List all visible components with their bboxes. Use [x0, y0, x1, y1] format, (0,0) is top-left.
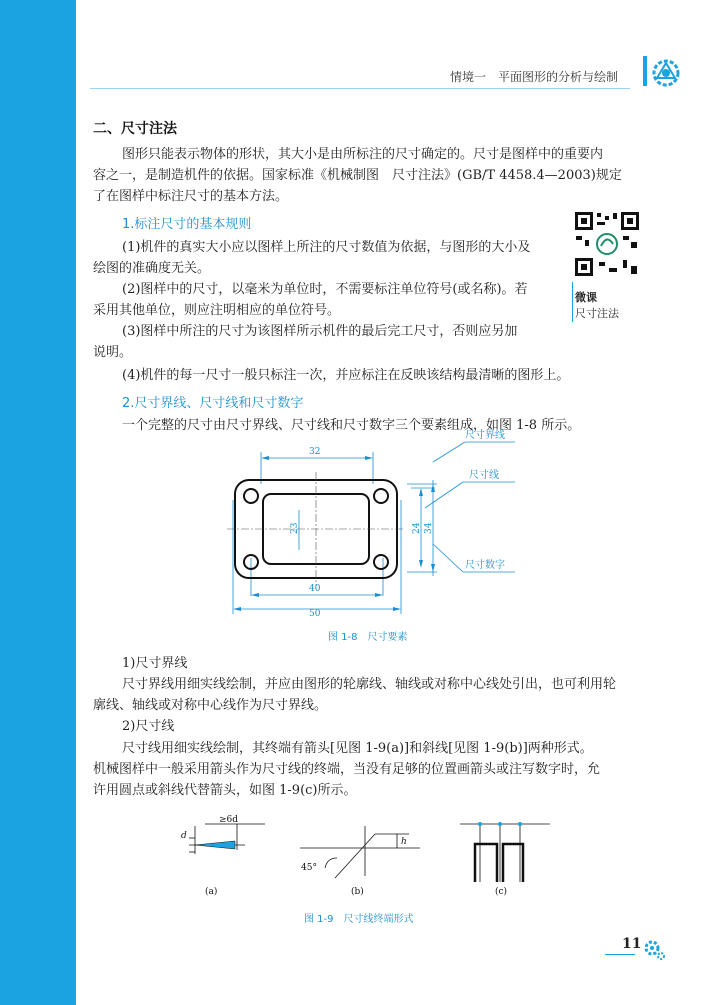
- intro-line-2: 容之一，是制造机件的依据。国家标准《机械制图 尺寸注法》(GB/T 4458.4—2003)规定: [93, 168, 622, 183]
- rule-line-2: 绘图的准确度无关。: [93, 261, 211, 276]
- rule-line-5: (3)图样中所注的尺寸为该图样所示机件的最后完工尺寸，否则应另加: [122, 324, 518, 339]
- ext-line-para-2: 廓线、轴线或对称中心线作为尺寸界线。: [93, 698, 328, 713]
- dim-24: 24: [412, 522, 422, 534]
- figure-1-9-caption: 图 1-9 尺寸线终端形式: [304, 914, 414, 925]
- running-header: [420, 64, 650, 86]
- hole-br: [374, 555, 388, 569]
- rule-line-7: (4)机件的每一尺寸一般只标注一次，并应标注在反映该结构最清晰的图形上。: [122, 368, 570, 383]
- dim-line-para-2: 机械图样中一般采用箭头作为尺寸线的终端，当没有足够的位置画箭头或注写数字时，允: [93, 762, 601, 777]
- dim-line-para-1: 尺寸线用细实线绘制，其终端有箭头[见图 1-9(a)]和斜线[见图 1-9(b)]两种形式。: [122, 741, 593, 756]
- dim-line-para-3: 许用圆点或斜线代替箭头，如图 1-9(c)所示。: [93, 783, 357, 798]
- rule-line-3: (2)图样中的尺寸，以毫米为单位时，不需要标注单位符号(或名称)。若: [122, 282, 528, 297]
- header-accent-bar: [643, 56, 647, 86]
- subheading-rules: 1.标注尺寸的基本规则: [122, 217, 252, 232]
- fig9-a-d: d: [181, 831, 187, 841]
- side-color-bar: [0, 0, 76, 1005]
- intro-line-1: 图形只能表示物体的形状，其大小是由所标注的尺寸确定的。尺寸是图样中的重要内: [122, 147, 604, 162]
- fig9-label-c: (c): [495, 887, 508, 897]
- qr-accent-line: [572, 282, 573, 322]
- dim-line-title: 2)尺寸线: [122, 719, 175, 734]
- rule-line-4: 采用其他单位，则应注明相应的单位符号。: [93, 303, 341, 318]
- hole-tr: [374, 489, 388, 503]
- chapter-title: 情境一 平面图形的分析与绘制: [450, 70, 619, 84]
- gear-logo-icon: [651, 58, 681, 88]
- ext-line-para-1: 尺寸界线用细实线绘制，并应由图形的轮廓线、轴线或对称中心线处引出，也可利用轮: [122, 677, 617, 692]
- fig9-a-len: ≥6d: [219, 815, 239, 825]
- label-ext-line: 尺寸界线: [465, 430, 505, 441]
- gear-icon: [642, 938, 666, 962]
- figure-1-8-caption: 图 1-8 尺寸要素: [328, 632, 408, 643]
- subheading-elements: 2.尺寸界线、尺寸线和尺寸数字: [122, 396, 304, 411]
- rule-line-6: 说明。: [93, 345, 133, 360]
- dim-34: 34: [424, 522, 434, 534]
- footer-rule: [605, 954, 635, 955]
- label-dim-number: 尺寸数字: [465, 560, 505, 571]
- dim-40: 40: [309, 584, 321, 594]
- dim-23: 23: [290, 522, 300, 534]
- section-title: 二、尺寸注法: [93, 121, 177, 137]
- dim-50: 50: [309, 609, 321, 619]
- hole-tl: [244, 489, 258, 503]
- fig9-label-a: (a): [205, 887, 218, 897]
- fig9-b-h: h: [401, 837, 407, 847]
- elements-intro: 一个完整的尺寸由尺寸界线、尺寸线和尺寸数字三个要素组成，如图 1-8 所示。: [122, 418, 581, 433]
- intro-line-3: 了在图样中标注尺寸的基本方法。: [93, 189, 289, 204]
- header-rule: [90, 88, 630, 89]
- fig9-b-angle: 45°: [301, 863, 317, 873]
- ext-line-title: 1)尺寸界线: [122, 656, 188, 671]
- qr-code[interactable]: [573, 210, 641, 278]
- page-number: 11: [622, 936, 642, 952]
- label-dim-line: 尺寸线: [469, 470, 499, 481]
- fig9-label-b: (b): [351, 887, 364, 897]
- figure-1-9: [175, 812, 575, 900]
- dim-32: 32: [309, 447, 321, 457]
- qr-caption: [575, 290, 619, 322]
- rule-line-1: (1)机件的真实大小应以图样上所注的尺寸数值为依据，与图形的大小及: [122, 240, 531, 255]
- qr-label-bold: 微课: [575, 291, 597, 304]
- qr-label: 尺寸注法: [575, 307, 619, 320]
- figure-1-8: [225, 430, 525, 623]
